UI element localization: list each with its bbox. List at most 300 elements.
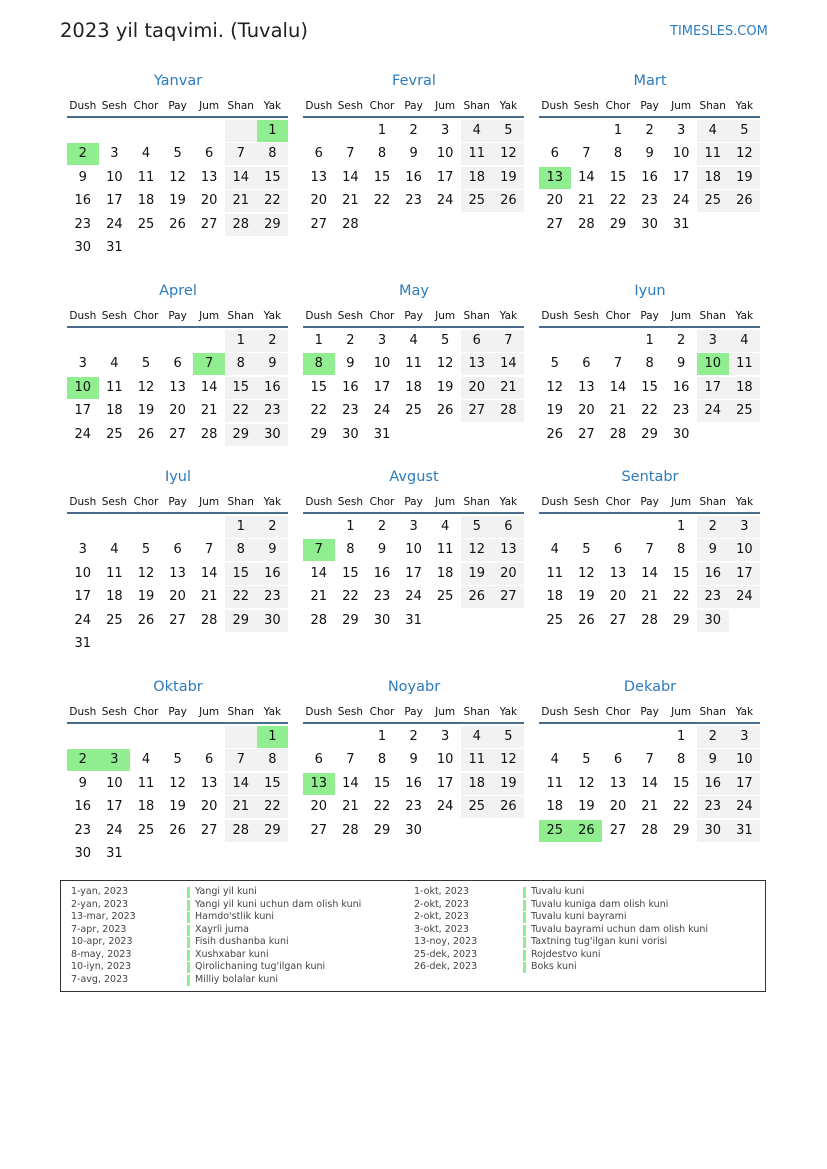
holiday-day-cell[interactable]: 13 xyxy=(539,167,571,189)
day-cell[interactable]: 18 xyxy=(729,377,761,399)
day-cell[interactable]: 17 xyxy=(697,377,729,399)
day-cell[interactable]: 18 xyxy=(405,379,422,395)
day-cell[interactable]: 26 xyxy=(578,612,595,628)
day-cell[interactable]: 12 xyxy=(578,565,595,581)
day-cell[interactable]: 22 xyxy=(672,799,690,814)
day-cell[interactable]: 12 xyxy=(546,379,564,395)
day-cell[interactable]: 29 xyxy=(672,612,690,628)
day-cell[interactable]: 19 xyxy=(493,167,525,189)
day-cell[interactable]: 11 xyxy=(106,379,123,395)
day-cell[interactable]: 18 xyxy=(461,773,493,795)
day-cell[interactable]: 5 xyxy=(141,356,151,371)
day-cell[interactable]: 8 xyxy=(346,542,355,557)
day-cell[interactable]: 10 xyxy=(672,146,690,161)
day-cell[interactable]: 16 xyxy=(74,193,92,208)
day-cell[interactable]: 27 xyxy=(461,400,493,422)
day-cell[interactable]: 6 xyxy=(461,330,493,352)
day-cell[interactable]: 31 xyxy=(373,426,391,442)
day-cell[interactable]: 11 xyxy=(405,356,422,371)
day-cell[interactable]: 25 xyxy=(106,426,123,442)
day-cell[interactable]: 30 xyxy=(257,610,289,632)
day-cell[interactable]: 26 xyxy=(461,586,493,608)
day-cell[interactable]: 27 xyxy=(200,822,218,838)
day-cell[interactable]: 2 xyxy=(409,122,418,138)
day-cell[interactable]: 28 xyxy=(200,426,218,442)
day-cell[interactable]: 2 xyxy=(677,332,686,348)
day-cell[interactable]: 28 xyxy=(225,820,257,842)
day-cell[interactable]: 1 xyxy=(346,518,355,534)
day-cell[interactable]: 22 xyxy=(257,190,289,212)
holiday-day-cell[interactable]: 1 xyxy=(257,120,289,142)
day-cell[interactable]: 8 xyxy=(257,143,289,165)
day-cell[interactable]: 16 xyxy=(257,377,289,399)
day-cell[interactable]: 13 xyxy=(200,169,218,185)
day-cell[interactable]: 30 xyxy=(74,240,92,255)
day-cell[interactable]: 1 xyxy=(377,728,387,744)
holiday-day-cell[interactable]: 26 xyxy=(571,820,603,842)
day-cell[interactable]: 20 xyxy=(200,799,218,814)
day-cell[interactable]: 23 xyxy=(405,799,422,814)
day-cell[interactable]: 31 xyxy=(729,820,761,842)
day-cell[interactable]: 4 xyxy=(550,542,559,557)
day-cell[interactable]: 12 xyxy=(729,143,761,165)
day-cell[interactable]: 26 xyxy=(137,426,155,442)
day-cell[interactable]: 15 xyxy=(609,169,627,185)
day-cell[interactable]: 16 xyxy=(257,563,289,585)
day-cell[interactable]: 27 xyxy=(578,426,595,442)
day-cell[interactable]: 23 xyxy=(641,193,658,208)
day-cell[interactable]: 30 xyxy=(697,820,729,842)
day-cell[interactable]: 12 xyxy=(137,565,155,581)
day-cell[interactable]: 5 xyxy=(441,332,450,348)
day-cell[interactable]: 21 xyxy=(641,589,658,604)
day-cell[interactable]: 11 xyxy=(546,565,564,581)
day-cell[interactable]: 20 xyxy=(609,799,627,814)
day-cell[interactable]: 17 xyxy=(436,169,454,185)
day-cell[interactable]: 2 xyxy=(257,516,289,538)
day-cell[interactable]: 1 xyxy=(613,122,623,138)
day-cell[interactable]: 3 xyxy=(729,726,761,748)
day-cell[interactable]: 13 xyxy=(578,379,595,395)
holiday-day-cell[interactable]: 25 xyxy=(539,820,571,842)
day-cell[interactable]: 10 xyxy=(436,752,454,767)
day-cell[interactable]: 2 xyxy=(697,516,729,538)
day-cell[interactable]: 3 xyxy=(441,728,450,744)
day-cell[interactable]: 14 xyxy=(641,775,658,791)
day-cell[interactable]: 26 xyxy=(546,426,564,442)
holiday-day-cell[interactable]: 8 xyxy=(303,353,335,375)
day-cell[interactable]: 4 xyxy=(697,120,729,142)
day-cell[interactable]: 30 xyxy=(672,426,690,442)
day-cell[interactable]: 16 xyxy=(74,799,92,814)
day-cell[interactable]: 15 xyxy=(257,773,289,795)
day-cell[interactable]: 18 xyxy=(546,589,564,604)
day-cell[interactable]: 24 xyxy=(436,799,454,814)
day-cell[interactable]: 2 xyxy=(257,330,289,352)
day-cell[interactable]: 12 xyxy=(169,775,186,791)
day-cell[interactable]: 6 xyxy=(205,752,214,767)
brand-link[interactable]: TIMESLES.COM xyxy=(670,24,768,39)
day-cell[interactable]: 19 xyxy=(137,589,155,604)
day-cell[interactable]: 9 xyxy=(78,169,87,185)
day-cell[interactable]: 4 xyxy=(141,146,151,161)
day-cell[interactable]: 9 xyxy=(377,542,387,557)
day-cell[interactable]: 3 xyxy=(729,516,761,538)
day-cell[interactable]: 15 xyxy=(225,563,257,585)
day-cell[interactable]: 12 xyxy=(461,539,493,561)
day-cell[interactable]: 5 xyxy=(461,516,493,538)
day-cell[interactable]: 22 xyxy=(609,193,627,208)
day-cell[interactable]: 25 xyxy=(729,400,761,422)
day-cell[interactable]: 26 xyxy=(436,403,454,418)
day-cell[interactable]: 6 xyxy=(550,146,559,161)
day-cell[interactable]: 17 xyxy=(106,193,123,208)
day-cell[interactable]: 8 xyxy=(677,752,686,767)
day-cell[interactable]: 5 xyxy=(173,146,182,161)
day-cell[interactable]: 27 xyxy=(169,612,186,628)
holiday-day-cell[interactable]: 7 xyxy=(303,539,335,561)
day-cell[interactable]: 18 xyxy=(137,193,155,208)
day-cell[interactable]: 5 xyxy=(582,752,591,767)
day-cell[interactable]: 12 xyxy=(578,775,595,791)
holiday-day-cell[interactable]: 2 xyxy=(67,143,99,165)
day-cell[interactable]: 28 xyxy=(200,612,218,628)
day-cell[interactable]: 7 xyxy=(613,356,623,371)
day-cell[interactable]: 13 xyxy=(609,565,627,581)
day-cell[interactable]: 16 xyxy=(641,169,658,185)
day-cell[interactable]: 5 xyxy=(493,120,525,142)
day-cell[interactable]: 23 xyxy=(405,193,422,208)
day-cell[interactable]: 22 xyxy=(225,586,257,608)
day-cell[interactable]: 15 xyxy=(310,379,328,395)
day-cell[interactable]: 11 xyxy=(461,749,493,771)
day-cell[interactable]: 29 xyxy=(225,610,257,632)
day-cell[interactable]: 10 xyxy=(436,146,454,161)
day-cell[interactable]: 13 xyxy=(169,379,186,395)
day-cell[interactable]: 25 xyxy=(546,612,564,628)
day-cell[interactable]: 20 xyxy=(310,799,328,814)
day-cell[interactable]: 20 xyxy=(578,403,595,418)
day-cell[interactable]: 23 xyxy=(257,586,289,608)
day-cell[interactable]: 14 xyxy=(225,773,257,795)
day-cell[interactable]: 27 xyxy=(310,216,328,232)
day-cell[interactable]: 6 xyxy=(314,752,323,767)
day-cell[interactable]: 20 xyxy=(493,563,525,585)
day-cell[interactable]: 14 xyxy=(609,379,627,395)
day-cell[interactable]: 11 xyxy=(137,775,155,791)
day-cell[interactable]: 5 xyxy=(141,542,151,557)
day-cell[interactable]: 31 xyxy=(106,846,123,861)
day-cell[interactable]: 21 xyxy=(200,403,218,418)
holiday-day-cell[interactable]: 2 xyxy=(67,749,99,771)
day-cell[interactable]: 27 xyxy=(609,822,627,838)
day-cell[interactable]: 18 xyxy=(461,167,493,189)
day-cell[interactable]: 3 xyxy=(697,330,729,352)
day-cell[interactable]: 8 xyxy=(377,146,387,161)
day-cell[interactable]: 4 xyxy=(110,356,119,371)
day-cell[interactable]: 31 xyxy=(106,240,123,255)
day-cell[interactable]: 6 xyxy=(173,356,182,371)
day-cell[interactable]: 2 xyxy=(645,122,654,138)
day-cell[interactable]: 17 xyxy=(729,773,761,795)
day-cell[interactable]: 3 xyxy=(409,518,418,534)
day-cell[interactable]: 19 xyxy=(578,799,595,814)
day-cell[interactable]: 11 xyxy=(106,565,123,581)
day-cell[interactable]: 21 xyxy=(225,796,257,818)
day-cell[interactable]: 1 xyxy=(377,122,387,138)
day-cell[interactable]: 16 xyxy=(373,565,391,581)
day-cell[interactable]: 15 xyxy=(225,377,257,399)
day-cell[interactable]: 25 xyxy=(697,190,729,212)
day-cell[interactable]: 15 xyxy=(672,775,690,791)
day-cell[interactable]: 15 xyxy=(672,565,690,581)
day-cell[interactable]: 4 xyxy=(461,120,493,142)
day-cell[interactable]: 12 xyxy=(436,356,454,371)
day-cell[interactable]: 19 xyxy=(461,563,493,585)
day-cell[interactable]: 9 xyxy=(257,353,289,375)
day-cell[interactable]: 21 xyxy=(609,403,627,418)
day-cell[interactable]: 23 xyxy=(373,589,391,604)
day-cell[interactable]: 16 xyxy=(672,379,690,395)
day-cell[interactable]: 13 xyxy=(609,775,627,791)
day-cell[interactable]: 7 xyxy=(225,749,257,771)
day-cell[interactable]: 20 xyxy=(169,403,186,418)
day-cell[interactable]: 7 xyxy=(225,143,257,165)
day-cell[interactable]: 15 xyxy=(257,167,289,189)
day-cell[interactable]: 24 xyxy=(74,426,92,442)
day-cell[interactable]: 15 xyxy=(342,565,359,581)
day-cell[interactable]: 14 xyxy=(225,167,257,189)
day-cell[interactable]: 14 xyxy=(493,353,525,375)
day-cell[interactable]: 17 xyxy=(672,169,690,185)
holiday-day-cell[interactable]: 7 xyxy=(193,353,225,375)
day-cell[interactable]: 4 xyxy=(110,542,119,557)
day-cell[interactable]: 30 xyxy=(697,610,729,632)
day-cell[interactable]: 21 xyxy=(641,799,658,814)
day-cell[interactable]: 9 xyxy=(409,752,418,767)
day-cell[interactable]: 25 xyxy=(436,589,454,604)
day-cell[interactable]: 3 xyxy=(377,332,387,348)
day-cell[interactable]: 25 xyxy=(106,612,123,628)
day-cell[interactable]: 9 xyxy=(257,539,289,561)
day-cell[interactable]: 29 xyxy=(310,426,328,442)
day-cell[interactable]: 9 xyxy=(697,539,729,561)
day-cell[interactable]: 10 xyxy=(106,775,123,791)
holiday-day-cell[interactable]: 10 xyxy=(697,353,729,375)
day-cell[interactable]: 5 xyxy=(582,542,591,557)
day-cell[interactable]: 11 xyxy=(137,169,155,185)
day-cell[interactable]: 14 xyxy=(342,169,359,185)
day-cell[interactable]: 7 xyxy=(205,542,214,557)
day-cell[interactable]: 19 xyxy=(436,379,454,395)
day-cell[interactable]: 19 xyxy=(729,167,761,189)
holiday-day-cell[interactable]: 10 xyxy=(67,377,99,399)
day-cell[interactable]: 7 xyxy=(645,752,654,767)
day-cell[interactable]: 17 xyxy=(106,799,123,814)
day-cell[interactable]: 30 xyxy=(405,822,422,838)
day-cell[interactable]: 21 xyxy=(342,799,359,814)
day-cell[interactable]: 10 xyxy=(729,749,761,771)
day-cell[interactable]: 8 xyxy=(677,542,686,557)
day-cell[interactable]: 7 xyxy=(346,752,355,767)
day-cell[interactable]: 25 xyxy=(461,796,493,818)
holiday-day-cell[interactable]: 3 xyxy=(99,749,131,771)
day-cell[interactable]: 27 xyxy=(310,822,328,838)
day-cell[interactable]: 21 xyxy=(493,377,525,399)
day-cell[interactable]: 31 xyxy=(405,612,422,628)
day-cell[interactable]: 5 xyxy=(729,120,761,142)
day-cell[interactable]: 6 xyxy=(205,146,214,161)
day-cell[interactable]: 11 xyxy=(697,143,729,165)
day-cell[interactable]: 25 xyxy=(405,403,422,418)
day-cell[interactable]: 24 xyxy=(106,822,123,838)
day-cell[interactable]: 3 xyxy=(78,356,87,371)
day-cell[interactable]: 12 xyxy=(137,379,155,395)
holiday-day-cell[interactable]: 1 xyxy=(257,726,289,748)
day-cell[interactable]: 22 xyxy=(257,796,289,818)
day-cell[interactable]: 31 xyxy=(672,216,690,232)
day-cell[interactable]: 5 xyxy=(173,752,182,767)
day-cell[interactable]: 10 xyxy=(373,356,391,371)
day-cell[interactable]: 29 xyxy=(609,216,627,232)
day-cell[interactable]: 19 xyxy=(578,589,595,604)
day-cell[interactable]: 6 xyxy=(582,356,591,371)
day-cell[interactable]: 4 xyxy=(441,518,450,534)
day-cell[interactable]: 20 xyxy=(310,193,328,208)
day-cell[interactable]: 8 xyxy=(377,752,387,767)
day-cell[interactable]: 29 xyxy=(672,822,690,838)
day-cell[interactable]: 23 xyxy=(74,216,92,232)
day-cell[interactable]: 24 xyxy=(106,216,123,232)
day-cell[interactable]: 14 xyxy=(641,565,658,581)
day-cell[interactable]: 24 xyxy=(436,193,454,208)
day-cell[interactable]: 1 xyxy=(677,728,686,744)
day-cell[interactable]: 22 xyxy=(373,193,391,208)
day-cell[interactable]: 18 xyxy=(697,167,729,189)
day-cell[interactable]: 5 xyxy=(493,726,525,748)
day-cell[interactable]: 23 xyxy=(257,400,289,422)
day-cell[interactable]: 17 xyxy=(436,775,454,791)
day-cell[interactable]: 28 xyxy=(641,612,658,628)
day-cell[interactable]: 16 xyxy=(697,773,729,795)
day-cell[interactable]: 24 xyxy=(729,796,761,818)
day-cell[interactable]: 13 xyxy=(310,169,328,185)
day-cell[interactable]: 4 xyxy=(461,726,493,748)
day-cell[interactable]: 8 xyxy=(225,353,257,375)
day-cell[interactable]: 27 xyxy=(169,426,186,442)
day-cell[interactable]: 9 xyxy=(78,775,87,791)
day-cell[interactable]: 8 xyxy=(257,749,289,771)
day-cell[interactable]: 19 xyxy=(546,403,564,418)
day-cell[interactable]: 8 xyxy=(225,539,257,561)
day-cell[interactable]: 28 xyxy=(578,216,595,232)
day-cell[interactable]: 1 xyxy=(314,332,323,348)
day-cell[interactable]: 3 xyxy=(677,122,686,138)
day-cell[interactable]: 29 xyxy=(373,822,391,838)
day-cell[interactable]: 17 xyxy=(729,563,761,585)
day-cell[interactable]: 9 xyxy=(697,749,729,771)
day-cell[interactable]: 14 xyxy=(342,775,359,791)
day-cell[interactable]: 21 xyxy=(310,589,328,604)
day-cell[interactable]: 12 xyxy=(493,749,525,771)
day-cell[interactable]: 17 xyxy=(405,565,422,581)
day-cell[interactable]: 23 xyxy=(697,796,729,818)
day-cell[interactable]: 8 xyxy=(613,146,623,161)
day-cell[interactable]: 16 xyxy=(342,379,359,395)
day-cell[interactable]: 29 xyxy=(641,426,658,442)
day-cell[interactable]: 26 xyxy=(169,822,186,838)
day-cell[interactable]: 29 xyxy=(225,424,257,446)
day-cell[interactable]: 28 xyxy=(342,822,359,838)
day-cell[interactable]: 26 xyxy=(493,190,525,212)
day-cell[interactable]: 17 xyxy=(74,589,92,604)
day-cell[interactable]: 11 xyxy=(436,542,454,557)
day-cell[interactable]: 13 xyxy=(200,775,218,791)
day-cell[interactable]: 31 xyxy=(74,636,92,651)
holiday-day-cell[interactable]: 13 xyxy=(303,773,335,795)
day-cell[interactable]: 22 xyxy=(373,799,391,814)
day-cell[interactable]: 13 xyxy=(169,565,186,581)
day-cell[interactable]: 19 xyxy=(169,193,186,208)
day-cell[interactable]: 7 xyxy=(346,146,355,161)
day-cell[interactable]: 15 xyxy=(373,169,391,185)
day-cell[interactable]: 20 xyxy=(169,589,186,604)
day-cell[interactable]: 23 xyxy=(697,586,729,608)
day-cell[interactable]: 24 xyxy=(405,589,422,604)
day-cell[interactable]: 6 xyxy=(173,542,182,557)
day-cell[interactable]: 14 xyxy=(200,379,218,395)
day-cell[interactable]: 18 xyxy=(137,799,155,814)
day-cell[interactable]: 19 xyxy=(169,799,186,814)
day-cell[interactable]: 10 xyxy=(106,169,123,185)
day-cell[interactable]: 24 xyxy=(373,403,391,418)
day-cell[interactable]: 3 xyxy=(78,542,87,557)
day-cell[interactable]: 24 xyxy=(672,193,690,208)
day-cell[interactable]: 12 xyxy=(169,169,186,185)
day-cell[interactable]: 26 xyxy=(169,216,186,232)
day-cell[interactable]: 25 xyxy=(137,822,155,838)
day-cell[interactable]: 2 xyxy=(697,726,729,748)
day-cell[interactable]: 19 xyxy=(137,403,155,418)
day-cell[interactable]: 16 xyxy=(405,775,422,791)
day-cell[interactable]: 30 xyxy=(74,846,92,861)
day-cell[interactable]: 24 xyxy=(697,400,729,422)
day-cell[interactable]: 9 xyxy=(645,146,654,161)
day-cell[interactable]: 22 xyxy=(310,403,328,418)
day-cell[interactable]: 27 xyxy=(200,216,218,232)
day-cell[interactable]: 10 xyxy=(729,539,761,561)
day-cell[interactable]: 9 xyxy=(409,146,418,161)
day-cell[interactable]: 16 xyxy=(697,563,729,585)
day-cell[interactable]: 2 xyxy=(377,518,387,534)
day-cell[interactable]: 9 xyxy=(677,356,686,371)
day-cell[interactable]: 20 xyxy=(200,193,218,208)
day-cell[interactable]: 23 xyxy=(672,403,690,418)
day-cell[interactable]: 8 xyxy=(645,356,654,371)
day-cell[interactable]: 14 xyxy=(200,565,218,581)
day-cell[interactable]: 7 xyxy=(582,146,591,161)
day-cell[interactable]: 22 xyxy=(225,400,257,422)
day-cell[interactable]: 21 xyxy=(578,193,595,208)
day-cell[interactable]: 30 xyxy=(342,426,359,442)
day-cell[interactable]: 18 xyxy=(106,589,123,604)
day-cell[interactable]: 15 xyxy=(373,775,391,791)
day-cell[interactable]: 28 xyxy=(342,216,359,232)
day-cell[interactable]: 24 xyxy=(729,586,761,608)
day-cell[interactable]: 4 xyxy=(141,752,151,767)
day-cell[interactable]: 25 xyxy=(461,190,493,212)
day-cell[interactable]: 14 xyxy=(310,565,328,581)
